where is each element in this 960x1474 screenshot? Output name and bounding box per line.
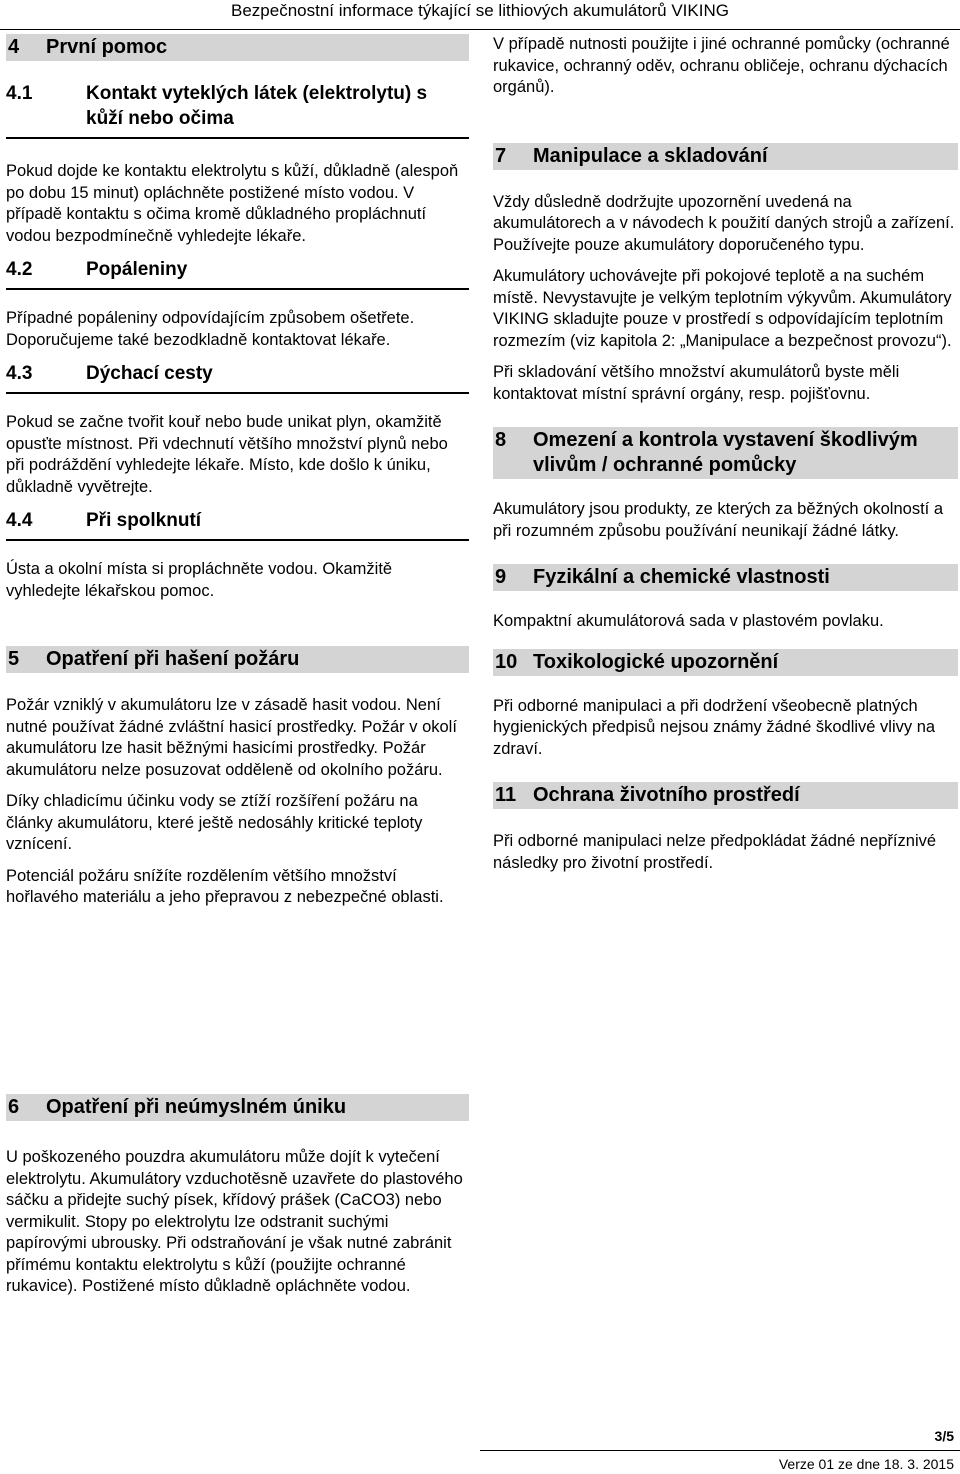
section-title: Dýchací cesty (86, 363, 213, 384)
section-6 (6, 1094, 469, 1298)
section-10-text: Při odborné manipulaci a při dodržení všeobecně platných hygienických předpisů nejsou známy žádné škodlivé vlivy na zdraví. (493, 696, 936, 758)
section-number: 4 (8, 36, 20, 58)
section-number: 8 (495, 429, 507, 451)
section-8-text: Akumulátory jsou produkty, ze kterých za běžných okolností a při rozumném způsobu používání neunikají žádné látky. (493, 500, 943, 540)
section-9-heading (493, 564, 958, 591)
section-title: Toxikologické upozornění (533, 650, 779, 673)
section-title: Fyzikální a chemické vlastnosti (533, 566, 830, 588)
section-9-text: Kompaktní akumulátorová sada v plastovém povlaku. (493, 612, 884, 630)
page-header: Bezpečnostní informace týkající se lithiových akumulátorů VIKING (0, 0, 960, 30)
section-title: Kontakt vyteklých látek (elektrolytu) s kůží nebo očima (86, 83, 428, 129)
section-4-2-text: Případné popáleniny odpovídajícím způsobem ošetřete. Doporučujeme také bezodkladně kontaktovat lékaře. (6, 309, 415, 349)
section-title: Omezení a kontrola vystavení škodlivým vlivům / ochranné pomůcky (533, 429, 918, 476)
section-7-heading (493, 143, 958, 170)
section-title: Při spolknutí (86, 510, 202, 531)
section-number: 4.1 (6, 83, 33, 104)
section-number: 9 (495, 566, 507, 588)
section-title: První pomoc (46, 36, 168, 58)
section-5-heading (6, 646, 469, 673)
section-4-heading (6, 34, 469, 61)
section-number: 4.3 (6, 363, 33, 384)
left-column (6, 34, 469, 909)
section-title: Manipulace a skladování (533, 144, 768, 167)
section-4-1-heading (6, 81, 469, 139)
right-column (493, 34, 958, 874)
section-number: 10 (495, 650, 518, 673)
section-title: Popáleniny (86, 259, 188, 280)
section-number: 4.2 (6, 259, 33, 280)
section-5-paragraph-3: Potenciál požáru snížíte rozdělením většího množství hořlavého materiálu a jeho přepravou z nebezpečné oblasti. (6, 866, 444, 906)
section-6-heading (6, 1094, 469, 1121)
page-number: 3/5 (934, 1428, 954, 1444)
section-4-3-heading (6, 361, 469, 394)
protective-equipment-text: V případě nutnosti použijte i jiné ochranné pomůcky (ochranné rukavice, ochranný oděv, ochranu obličeje, ochranu dýchacích orgánů). (493, 35, 950, 96)
section-11-heading (493, 782, 958, 809)
section-6-text: U poškozeného pouzdra akumulátoru může dojít k vytečení elektrolytu. Akumulátory vzduchotěsně uzavřete do plastového sáčku a přidejte suchý písek, křídový prášek (CaCO3) nebo vermikulit. Stopy po elektrolytu lze odstranit suchými papírovými ubrousky. Při odstraňování je však nutné zabránit přímému kontaktu elektrolytu s kůží (použijte ochranné rukavice). Postižené místo důkladně opláchněte vodou. (6, 1148, 463, 1295)
version-info: Verze 01 ze dne 18. 3. 2015 (778, 1456, 954, 1472)
section-5-paragraph-2: Díky chladicímu účinku vody se ztíží rozšíření požáru na články akumulátoru, které ještě nedosáhly kritické teploty vznícení. (6, 792, 423, 853)
section-4-3-text: Pokud se začne tvořit kouř nebo bude unikat plyn, okamžitě opusťte místnost. Při vdechnutí většího množství plynů nebo při podráždění vyhledejte lékaře. Místo, kde došlo k úniku, důkladně vyvětrejte. (6, 413, 448, 496)
section-4-4-text: Ústa a okolní místa si propláchněte vodou. Okamžitě vyhledejte lékařskou pomoc. (6, 560, 393, 600)
section-7-paragraph-3: Při skladování většího množství akumulátorů byste měli kontaktovat místní správní orgány, resp. pojišťovnu. (493, 363, 900, 403)
section-4-2-heading (6, 257, 469, 290)
section-8-heading (493, 427, 958, 479)
footer-divider (480, 1450, 960, 1451)
section-7-paragraph-1: Vždy důsledně dodržujte upozornění uvedená na akumulátorech a v návodech k použití daných strojů a zařízení. Používejte pouze akumulátory doporučeného typu. (493, 192, 955, 254)
section-title: Opatření při neúmyslném úniku (46, 1096, 347, 1118)
section-number: 6 (8, 1096, 20, 1118)
section-number: 5 (8, 648, 20, 670)
section-number: 7 (495, 144, 507, 167)
section-10-heading (493, 649, 958, 676)
section-number: 4.4 (6, 510, 33, 531)
section-7-paragraph-2: Akumulátory uchovávejte při pokojové teplotě a na suchém místě. Nevystavujte je velkým teplotním výkyvům. Akumulátory VIKING skladujte pouze v prostředí s odpovídajícím teplotním rozmezím (viz kapitola 2: „Manipulace a bezpečnost provozu“). (493, 267, 952, 350)
section-title: Opatření při hašení požáru (46, 648, 300, 670)
section-4-1-text: Pokud dojde ke kontaktu elektrolytu s kůží, důkladně (alespoň po dobu 15 minut) opláchněte postižené místo vodou. V případě kontaktu s očima kromě důkladného propláchnutí vodou bezpodmínečně vyhledejte lékaře. (6, 162, 459, 245)
section-title: Ochrana životního prostředí (533, 784, 800, 806)
section-number: 11 (495, 784, 517, 806)
section-4-4-heading (6, 508, 469, 541)
section-5-paragraph-1: Požár vzniklý v akumulátoru lze v zásadě hasit vodou. Není nutné používat žádné zvláštní hasicí prostředky. Požár v okolí akumulátoru lze hasit běžnými hasicími prostředky. Požár akumulátoru nelze posuzovat odděleně od okolního požáru. (6, 696, 457, 779)
section-11-text: Při odborné manipulaci nelze předpokládat žádné nepříznivé následky pro životní prostředí. (493, 832, 937, 872)
